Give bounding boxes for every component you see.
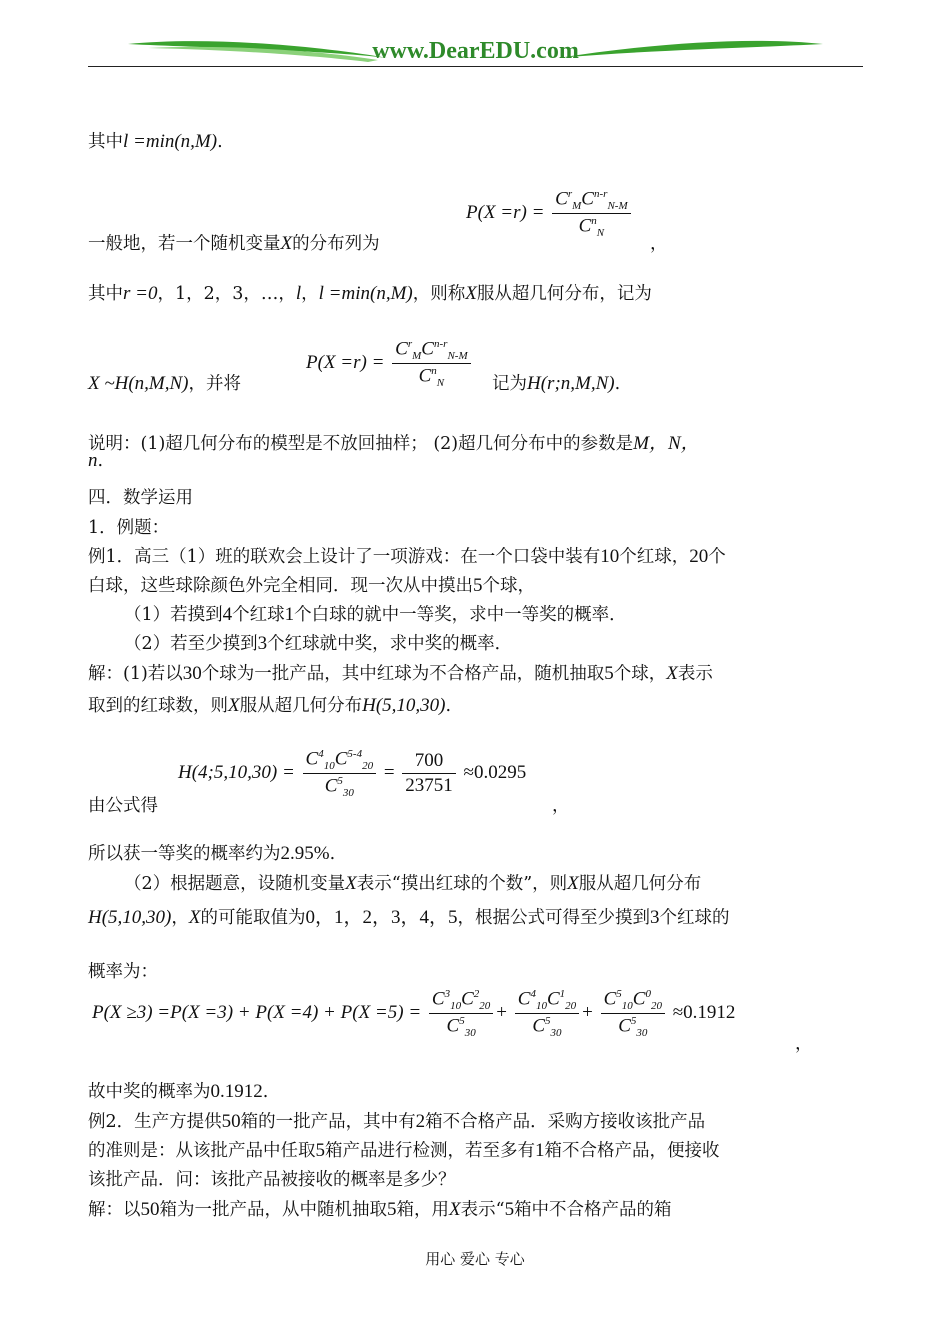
formula-prize: P(X ≥3) =P(X =3) + P(X =4) + P(X =5) = $\frac{C^3_{10}C^2_{20}}{C^5_{30}}$ + $\frac{C^4_{10}C^1_{20}}{C^5_{30}}$ + $\frac{C^5_{10}C^0_{20}}{C^5_{30}}$ ≈0.1912 xyxy=(92,988,736,1040)
subsection-heading: 1．例题： xyxy=(88,518,170,538)
example-1-part-1: （1）若摸到4个红球1个白球的就中一等奖，求中一等奖的概率． xyxy=(124,604,627,625)
example-2-line-1: 例2．生产方提供50箱的一批产品，其中有2箱不合格产品．采购方接收该批产品 xyxy=(88,1111,706,1132)
comma-1: ， xyxy=(650,234,668,254)
solution-line-1: 解：(1)若以30个球为一批产品，其中红球为不合格产品，随机抽取5个球，X表示 xyxy=(88,663,713,684)
text-line-4: X ~H(n,M,N)，并将 xyxy=(88,373,242,394)
solution-line-4: 所以获一等奖的概率约为2.95%. xyxy=(88,843,336,864)
formula-first-prize: H(4;5,10,30) = $\frac{C^4_{10}C^{5-4}_{20}}{C^5_{30}}$ = $\frac{700}{23751}$ ≈0.0295 xyxy=(178,748,527,800)
solution-line-8: 故中奖的概率为0.1912. xyxy=(88,1081,269,1102)
formula-hypergeometric-2: P(X =r) = $\frac{C^r_MC^{n-r}_{N-M}}{C^n_N}$ xyxy=(306,338,474,389)
comma-2: ， xyxy=(552,796,570,816)
comma-3: ， xyxy=(795,1034,813,1054)
text-line-1: 其中l =min(n,M). xyxy=(88,131,223,152)
text-line-3: 其中r =0，1，2，3，…，l，l =min(n,M)，则称X服从超几何分布，记为 xyxy=(88,283,652,304)
solution-line-5: （2）根据题意，设随机变量X表示“摸出红球的个数”，则X服从超几何分布 xyxy=(124,873,702,894)
page-footer: 用心 爱心 专心 xyxy=(425,1250,525,1268)
formula-hypergeometric-1: P(X =r) = $\frac{C^r_MC^{n-r}_{N-M}}{C^n_N}$ xyxy=(466,188,634,239)
text-line-5: 说明：(1)超几何分布的模型是不放回抽样； (2)超几何分布中的参数是M，N， xyxy=(88,433,700,454)
example-1-line-1: 例1．高三（1）班的联欢会上设计了一项游戏：在一个口袋中装有10个红球，20个 xyxy=(88,546,726,567)
solution-line-6: H(5,10,30)，X的可能取值为0，1，2，3，4，5，根据公式可得至少摸到3个红球的 xyxy=(88,907,730,928)
solution-line-2: 取到的红球数，则X服从超几何分布H(5,10,30). xyxy=(88,695,452,716)
text-line-4b: 记为H(r;n,M,N). xyxy=(492,373,621,394)
example-2-line-3: 该批产品．问：该批产品被接收的概率是多少？ xyxy=(88,1170,456,1190)
example-1-line-2: 白球，这些球除颜色外完全相同．现一次从中摸出5个球， xyxy=(88,575,535,596)
section-heading: 四．数学运用 xyxy=(88,488,193,508)
example-1-part-2: （2）若至少摸到3个红球就中奖，求中奖的概率． xyxy=(124,633,513,654)
solution-line-7: 概率为： xyxy=(88,962,158,982)
site-header xyxy=(88,36,863,70)
example-2-line-2: 的准则是：从该批产品中任取5箱产品进行检测，若至多有1箱不合格产品，便接收 xyxy=(88,1140,720,1161)
example-2-solution: 解：以50箱为一批产品，从中随机抽取5箱，用X表示“5箱中不合格产品的箱 xyxy=(88,1199,672,1220)
text-line-6: n. xyxy=(88,450,104,471)
header-rule xyxy=(88,66,863,67)
solution-line-3: 由公式得 xyxy=(88,796,158,816)
text-line-2: 一般地，若一个随机变量X的分布列为 xyxy=(88,233,380,254)
site-name[interactable]: www.DearEDU.com xyxy=(372,38,579,64)
